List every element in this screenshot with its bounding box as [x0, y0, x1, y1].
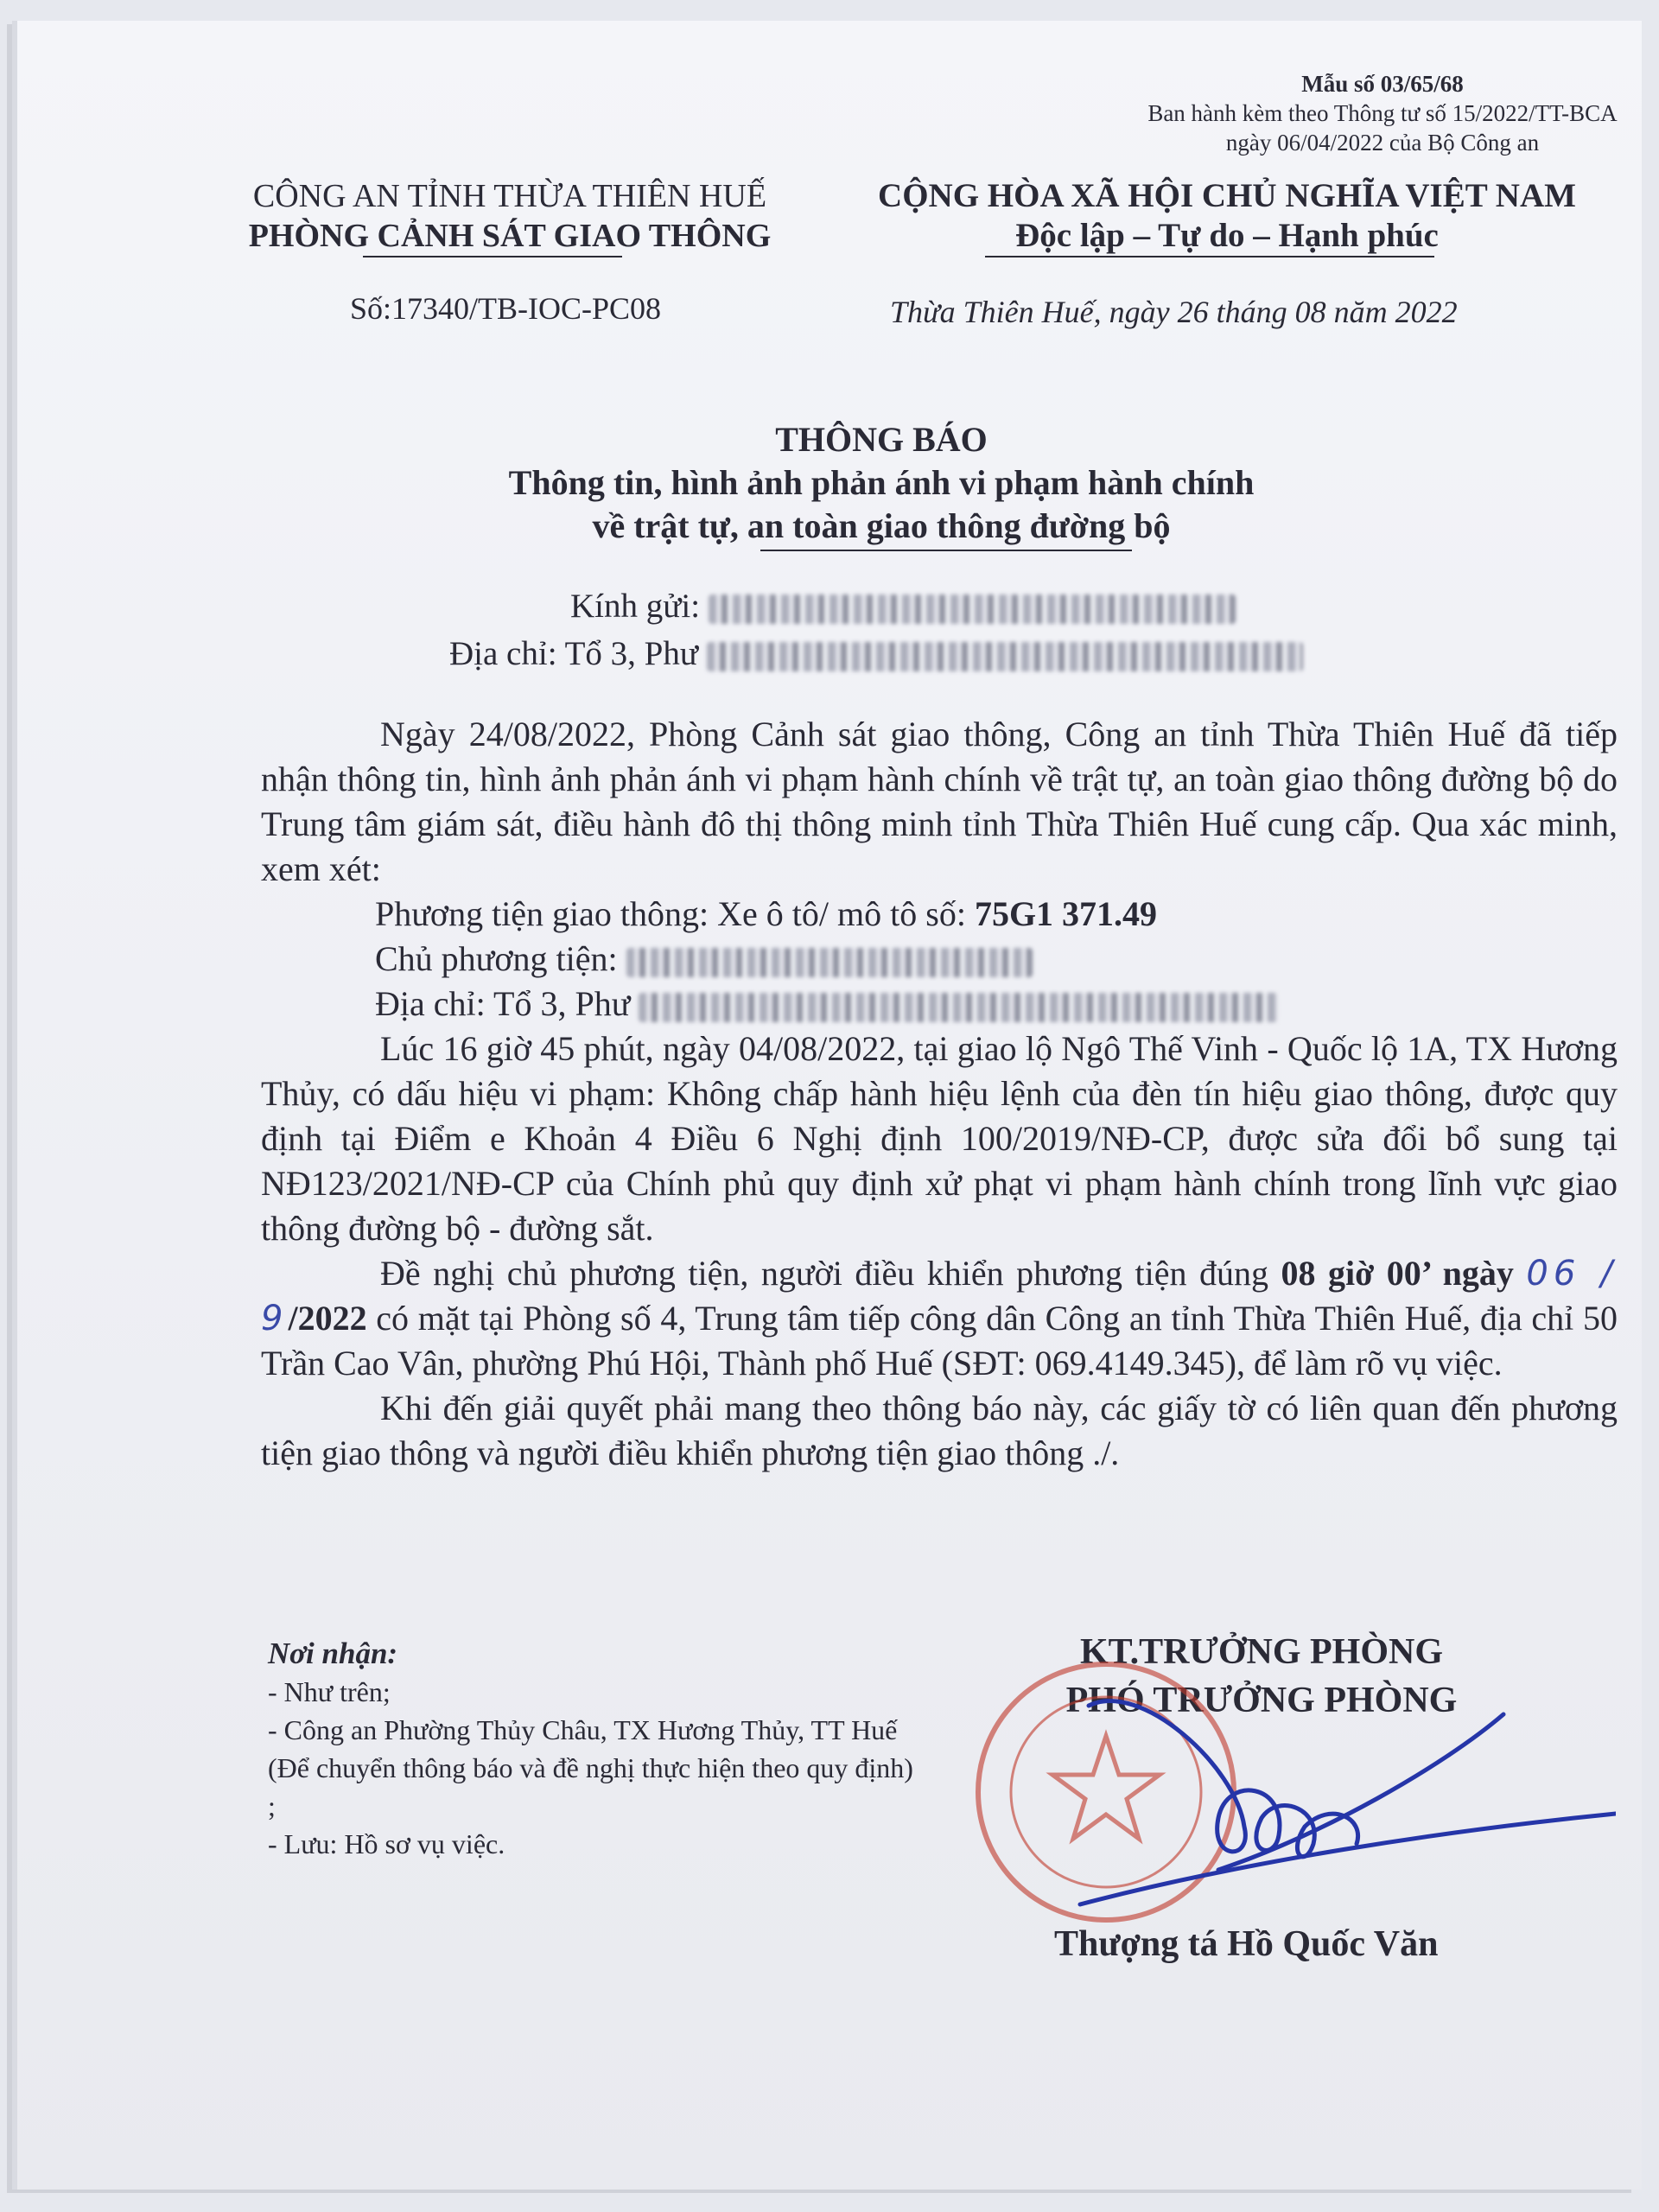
form-reference [1102, 69, 1659, 157]
redacted-recipient-name [709, 594, 1236, 624]
document-number: Số:17340/TB-IOC-PC08 [350, 291, 662, 326]
body-paragraph-1: Ngày 24/08/2022, Phòng Cảnh sát giao thông, Công an tỉnh Thừa Thiên Huế đã tiếp nhận thông tin, hình ảnh phản ánh vi phạm hành chính về trật tự, an toàn giao thông đường bộ do Trung tâm giám sát, điều hành đô thị thông minh tỉnh Thừa Thiên Huế cung cấp. Qua xác minh, xem xét: [261, 715, 1618, 888]
form-issued-line2: ngày 06/04/2022 của Bộ Công an [1225, 130, 1540, 156]
owner-label: Chủ phương tiện: [375, 939, 618, 978]
recipient-label: Kính gửi: [570, 588, 701, 625]
notice-body [261, 712, 1618, 1476]
motto-underline [985, 256, 1434, 257]
appointment-intro: Đề nghị chủ phương tiện, người điều khiển phương tiện đúng [380, 1254, 1281, 1293]
owner-address-label: Địa chỉ: Tổ 3, Phư [375, 984, 631, 1023]
title-underline [760, 550, 1132, 551]
owner-address-line [261, 982, 1618, 1027]
signature-stroke [1080, 1701, 1616, 1904]
agency-parent: CÔNG AN TỈNH THỪA THIÊN HUẾ [252, 178, 767, 214]
vehicle-label: Phương tiện giao thông: Xe ô tô/ mô tô số: [375, 894, 975, 933]
national-title: CỘNG HÒA XÃ HỘI CHỦ NGHĨA VIỆT NAM [878, 177, 1576, 214]
vehicle-line [261, 892, 1618, 937]
redacted-owner-address [639, 993, 1278, 1022]
appointment-location: có mặt tại Phòng số 4, Trung tâm tiếp công dân Công an tỉnh Thừa Thiên Huế, địa chỉ 50 Trần Cao Vân, phường Phú Hội, Thành phố Huế (SĐT: 069.4149.345), để làm rõ vụ việc. [261, 1299, 1618, 1382]
national-header [830, 176, 1624, 256]
appointment-time: 08 giờ 00’ ngày [1281, 1254, 1514, 1293]
national-motto: Độc lập – Tự do – Hạnh phúc [1015, 217, 1439, 254]
body-paragraph-4: Khi đến giải quyết phải mang theo thông báo này, các giấy tờ có liên quan đến phương tiện giao thông và người điều khiển phương tiện giao thông ./. [261, 1389, 1618, 1472]
recipients-heading: Nơi nhận: [268, 1637, 398, 1670]
license-plate: 75G1 371.49 [974, 894, 1158, 933]
body-paragraph-3 [261, 1251, 1618, 1386]
title-line1: Thông tin, hình ảnh phản ánh vi phạm hành chính [508, 463, 1255, 502]
handwritten-date: 06 / 9 [261, 1254, 1618, 1338]
signature-line2: PHÓ TRƯỞNG PHÒNG [1065, 1681, 1458, 1720]
recipient-item: - Công an Phường Thủy Châu, TX Hương Thủy, TT Huế (Để chuyển thông báo và đề nghị thực hiện theo quy định) ; [268, 1714, 913, 1821]
recipient-item: - Lưu: Hồ sơ vụ việc. [268, 1828, 505, 1859]
document-page [17, 21, 1642, 2190]
appointment-year: /2022 [288, 1299, 367, 1338]
recipients-block [268, 1635, 925, 1863]
official-stamp-and-signature [959, 1645, 1616, 1939]
owner-line [261, 937, 1618, 982]
agency-name: PHÒNG CẢNH SÁT GIAO THÔNG [248, 218, 772, 254]
redacted-recipient-address [707, 642, 1303, 671]
body-paragraph-2: Lúc 16 giờ 45 phút, ngày 04/08/2022, tại giao lộ Ngô Thế Vinh - Quốc lộ 1A, TX Hương Thủy, có dấu hiệu vi phạm: Không chấp hành hiệu lệnh của đèn tín hiệu giao thông, được quy định tại Điểm e Khoản 4 Điều 6 Nghị định 100/2019/NĐ-CP, được sửa đổi bổ sung tại NĐ123/2021/NĐ-CP của Chính phủ quy định xử phạt vi phạm hành chính trong lĩnh vực giao thông đường bộ - đường sắt. [261, 1029, 1618, 1248]
notice-title [363, 418, 1400, 548]
agency-header [190, 176, 830, 256]
redacted-owner-name [626, 948, 1033, 977]
title-main: THÔNG BÁO [775, 420, 988, 459]
form-number: Mẫu số 03/65/68 [1301, 71, 1464, 97]
form-issued-line1: Ban hành kèm theo Thông tư số 15/2022/TT-BCA [1147, 100, 1618, 126]
recipient-item: - Như trên; [268, 1676, 391, 1707]
signature-line1: KT.TRƯỞNG PHÒNG [1080, 1632, 1443, 1672]
place-date: Thừa Thiên Huế, ngày 26 tháng 08 năm 2022 [890, 295, 1458, 329]
agency-underline [363, 256, 622, 257]
recipient-line [570, 587, 1236, 626]
signer-name: Thượng tá Hồ Quốc Văn [1054, 1924, 1439, 1964]
recipient-address-line [449, 634, 1303, 673]
recipient-address-label: Địa chỉ: Tổ 3, Phư [449, 635, 698, 672]
title-line2: về trật tự, an toàn giao thông đường bộ [592, 506, 1171, 545]
